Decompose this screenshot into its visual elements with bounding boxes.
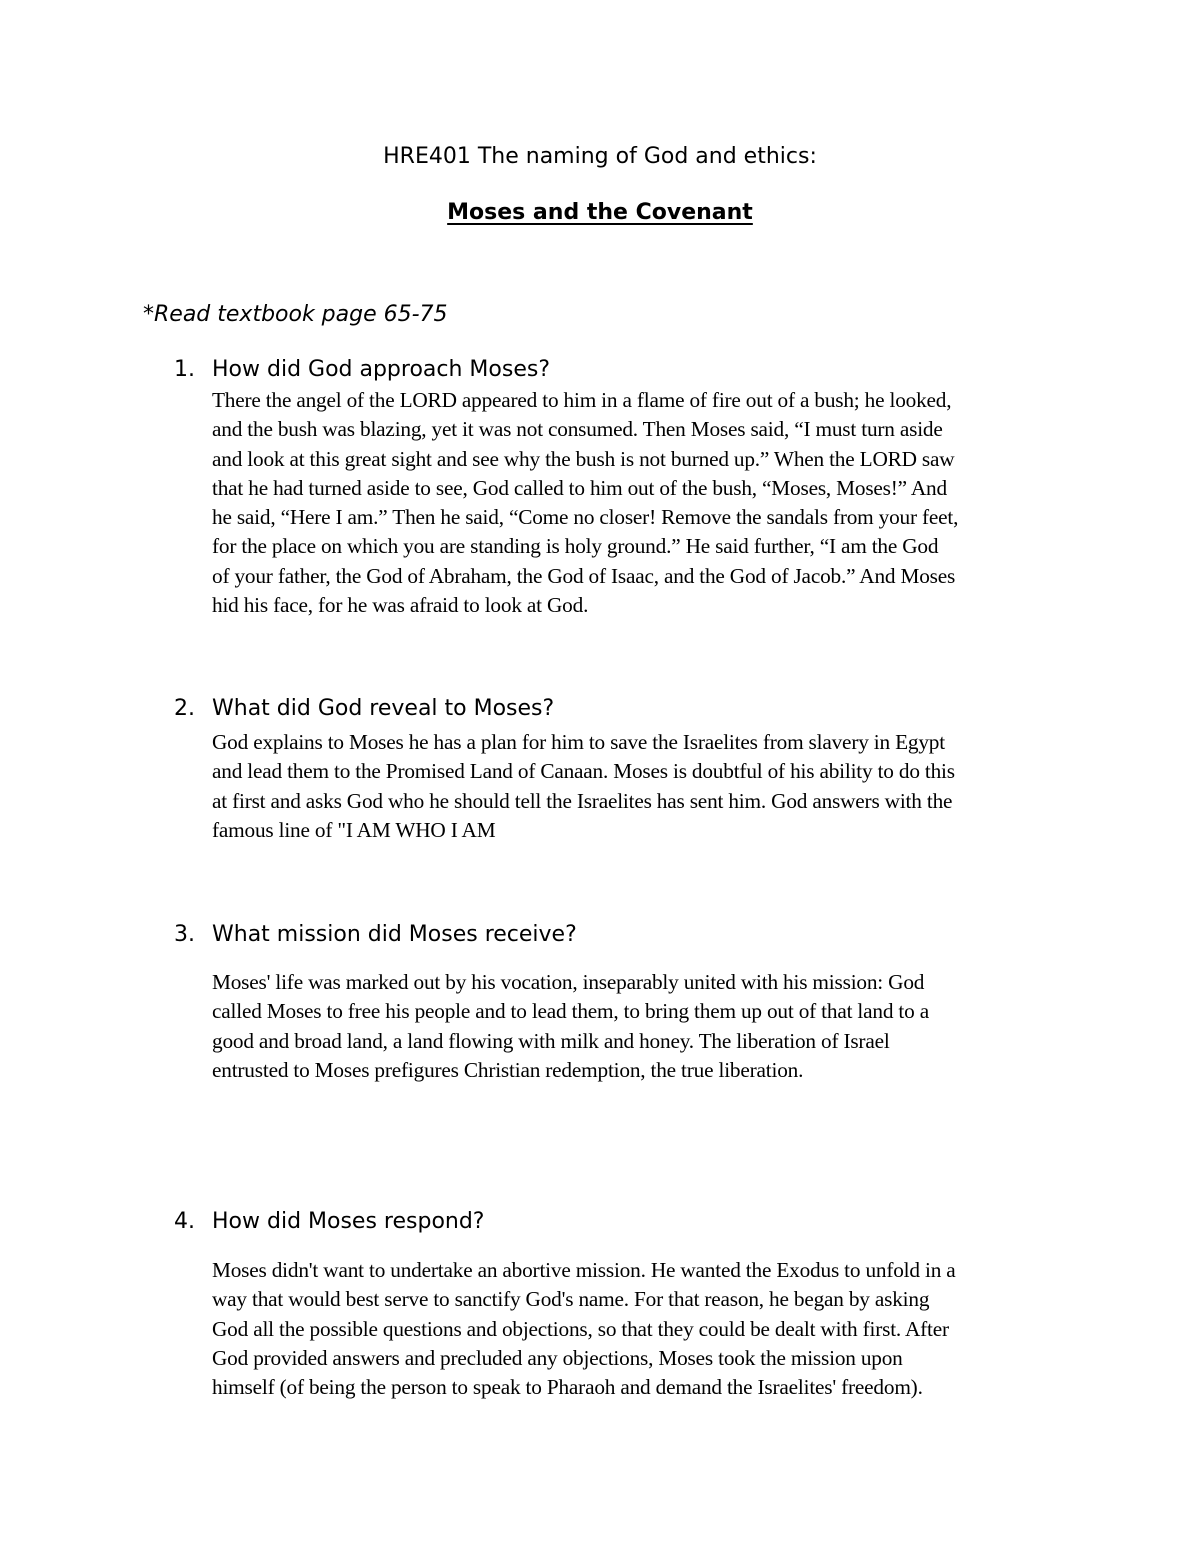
question-text: How did God approach Moses?	[212, 357, 551, 382]
answer-3	[212, 968, 1072, 1085]
answer-line: for the place on which you are standing is holy ground.” He said further, “I am the God	[212, 534, 939, 559]
question-4	[174, 1207, 1074, 1237]
question-text: How did Moses respond?	[212, 1209, 485, 1234]
answer-line: good and broad land, a land flowing with milk and honey. The liberation of Israel	[212, 1028, 890, 1053]
answer-4	[212, 1256, 1072, 1402]
answer-line: God all the possible questions and objections, so that they could be dealt with first. After	[212, 1316, 949, 1341]
answer-line: Moses' life was marked out by his vocation, inseparably united with his mission: God	[212, 970, 925, 994]
answer-1	[212, 386, 1072, 620]
answer-line: and the bush was blazing, yet it was not consumed. Then Moses said, “I must turn aside	[212, 417, 943, 442]
answer-2	[212, 728, 1072, 845]
question-1	[174, 355, 1074, 385]
document-subtitle	[0, 198, 1200, 228]
document-subtitle-text: Moses and the Covenant	[447, 200, 753, 225]
answer-line: famous line of "I AM WHO I AM	[212, 817, 496, 842]
answer-line: of your father, the God of Abraham, the God of Isaac, and the God of Jacob.” And Moses	[212, 563, 956, 588]
question-3	[174, 920, 1074, 950]
answer-line: that he had turned aside to see, God called to him out of the bush, “Moses, Moses!” And	[212, 475, 947, 500]
answer-line: God explains to Moses he has a plan for him to save the Israelites from slavery in Egypt	[212, 730, 945, 754]
question-number: 3.	[174, 922, 195, 947]
question-2	[174, 694, 1074, 724]
answer-line: entrusted to Moses prefigures Christian redemption, the true liberation.	[212, 1057, 804, 1082]
reading-note: *Read textbook page 65-75	[143, 302, 448, 327]
answer-line: There the angel of the LORD appeared to him in a flame of fire out of a bush; he looked,	[212, 388, 952, 412]
answer-line: God provided answers and precluded any objections, Moses took the mission upon	[212, 1345, 903, 1370]
document-title: HRE401 The naming of God and ethics:	[383, 144, 817, 169]
question-number: 4.	[174, 1209, 195, 1234]
answer-line: at first and asks God who he should tell the Israelites has sent him. God answers with the	[212, 788, 953, 813]
answer-line: and look at this great sight and see why the bush is not burned up.” When the LORD saw	[212, 446, 955, 471]
question-text: What did God reveal to Moses?	[212, 696, 555, 721]
answer-line: called Moses to free his people and to lead them, to bring them up out of that land to a	[212, 999, 929, 1024]
answer-line: himself (of being the person to speak to Pharaoh and demand the Israelites' freedom).	[212, 1375, 923, 1400]
answer-line: way that would best serve to sanctify God's name. For that reason, he began by asking	[212, 1287, 930, 1312]
answer-line: and lead them to the Promised Land of Canaan. Moses is doubtful of his ability to do this	[212, 759, 955, 784]
question-number: 1.	[174, 357, 195, 382]
answer-line: Moses didn't want to undertake an abortive mission. He wanted the Exodus to unfold in a	[212, 1258, 956, 1282]
question-text: What mission did Moses receive?	[212, 922, 577, 947]
answer-line: hid his face, for he was afraid to look at God.	[212, 593, 589, 618]
question-number: 2.	[174, 696, 195, 721]
answer-line: he said, “Here I am.” Then he said, “Come no closer! Remove the sandals from your feet,	[212, 505, 959, 530]
